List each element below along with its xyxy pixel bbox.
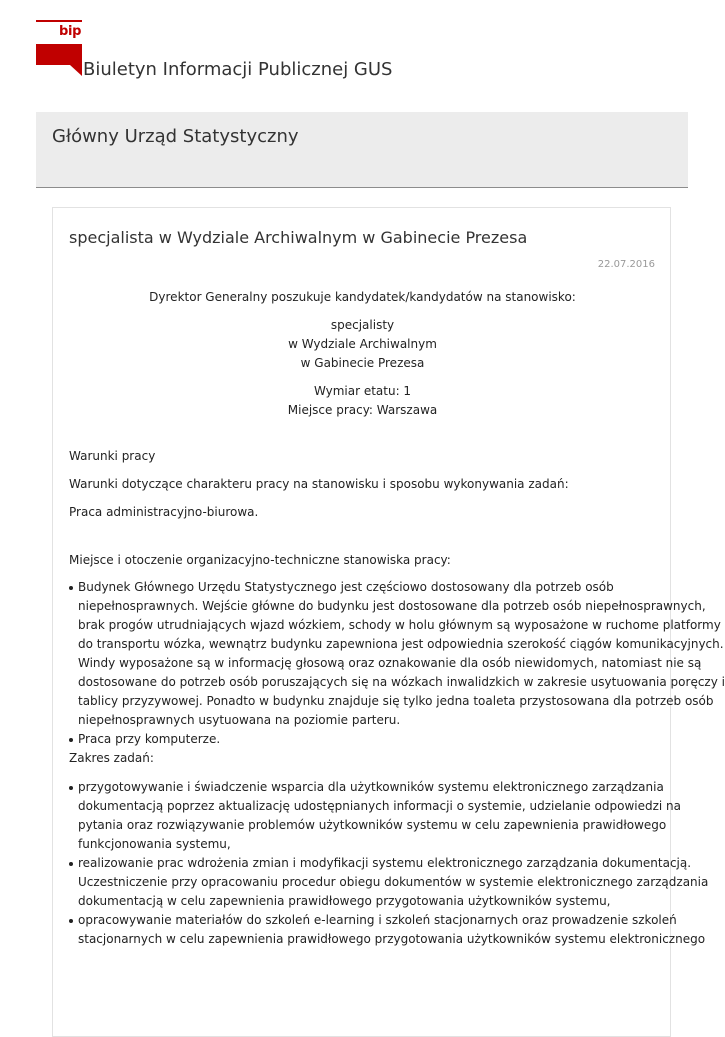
- list-item-line: niepełnosprawnych usytuowana na poziomie parteru.: [78, 713, 401, 727]
- work-conditions-subheading: Warunki dotyczące charakteru pracy na stanowisku i sposobu wykonywania zadań:: [69, 477, 569, 491]
- details-line: Miejsce pracy: Warszawa: [287, 403, 438, 417]
- list-item-line: pytania oraz rozwiązywanie problemów użytkowników systemu w celu zapewnienia prawidłowego: [78, 818, 667, 832]
- publication-date: 22.07.2016: [597, 259, 655, 270]
- list-item: [69, 578, 725, 730]
- article-card: [52, 207, 725, 1037]
- position-line: w Gabinecie Prezesa: [300, 356, 425, 370]
- list-item-line: funkcjonowania systemu,: [78, 837, 231, 851]
- details-block: [53, 382, 672, 420]
- list-item-line: brak progów utrudniających wjazd wózkiem, schody w holu głównym są wyposażone w ruchome platformy: [78, 618, 721, 632]
- list-item: [69, 730, 661, 749]
- position-line: specjalisty: [330, 318, 395, 332]
- list-item-line: dokumentacją poprzez aktualizację udostępnianych informacji o systemie, udzielanie odpowiedzi na: [78, 799, 682, 813]
- duties-list: [69, 778, 709, 949]
- details-line: Wymiar etatu: 1: [313, 384, 412, 398]
- list-item-line: niepełnosprawnych. Wejście główne do budynku jest dostosowane dla potrzeb osób niepełnosprawnych,: [78, 599, 706, 613]
- work-type: Praca administracyjno-biurowa.: [69, 505, 259, 519]
- list-item-line: do transportu wózka, wewnątrz budynku zapewniona jest odpowiednia szerokość ciągów komunikacyjnych.: [78, 637, 724, 651]
- list-item-line: opracowywanie materiałów do szkoleń e-learning i szkoleń stacjonarnych oraz prowadzenie szkoleń: [78, 913, 677, 927]
- list-item-line: stacjonarnych w celu zapewnienia prawidłowego przygotowania użytkowników systemu elektronicznego: [78, 932, 706, 946]
- intro-text: [53, 288, 672, 307]
- org-title[interactable]: Główny Urząd Statystyczny: [52, 126, 299, 147]
- list-item-line: Budynek Głównego Urzędu Statystycznego jest częściowo dostosowany dla potrzeb osób: [78, 580, 614, 594]
- environment-list: [69, 578, 725, 749]
- list-item: [69, 911, 706, 949]
- intro-line: Dyrektor Generalny poszukuje kandydatek/kandydatów na stanowisko:: [149, 290, 576, 304]
- list-item-line: tablicy przyzywowej. Ponadto w budynku znajduje się tylko jedna toaleta przystosowana dla potrzeb osób: [78, 694, 714, 708]
- bip-logo-text: bip: [59, 24, 82, 39]
- org-banner: [36, 112, 688, 188]
- list-item-line: Windy wyposażone są w informację głosową oraz oznakowanie dla osób niewidomych, natomiast nie są: [78, 656, 702, 670]
- list-item: [69, 778, 682, 854]
- list-item: [69, 854, 709, 911]
- list-item-line: realizowanie prac wdrożenia zmian i modyfikacji systemu elektronicznego zarządzania dokumentacją.: [78, 856, 692, 870]
- environment-heading: Miejsce i otoczenie organizacyjno-techniczne stanowiska pracy:: [69, 553, 451, 567]
- list-item-line: dokumentacją w celu zapewnienia prawidłowego przygotowania użytkowników systemu,: [78, 894, 611, 908]
- list-item-line: przygotowywanie i świadczenie wsparcia dla użytkowników systemu elektronicznego zarządzania: [78, 780, 664, 794]
- article-title: specjalista w Wydziale Archiwalnym w Gabinecie Prezesa: [69, 228, 528, 247]
- list-item-line: Uczestniczenie przy opracowaniu procedur obiegu dokumentów w systemie elektronicznego zarządzania: [78, 875, 709, 889]
- duties-heading: Zakres zadań:: [69, 751, 154, 765]
- position-block: [53, 316, 672, 373]
- site-title[interactable]: Biuletyn Informacji Publicznej GUS: [83, 59, 393, 80]
- list-item-line: Praca przy komputerze.: [78, 732, 221, 746]
- work-conditions-heading: Warunki pracy: [69, 449, 156, 463]
- list-item-line: dostosowane do potrzeb osób poruszających się na wózkach inwalidzkich w zakresie usytuowania poręczy i: [78, 675, 725, 689]
- position-line: w Wydziale Archiwalnym: [288, 337, 437, 351]
